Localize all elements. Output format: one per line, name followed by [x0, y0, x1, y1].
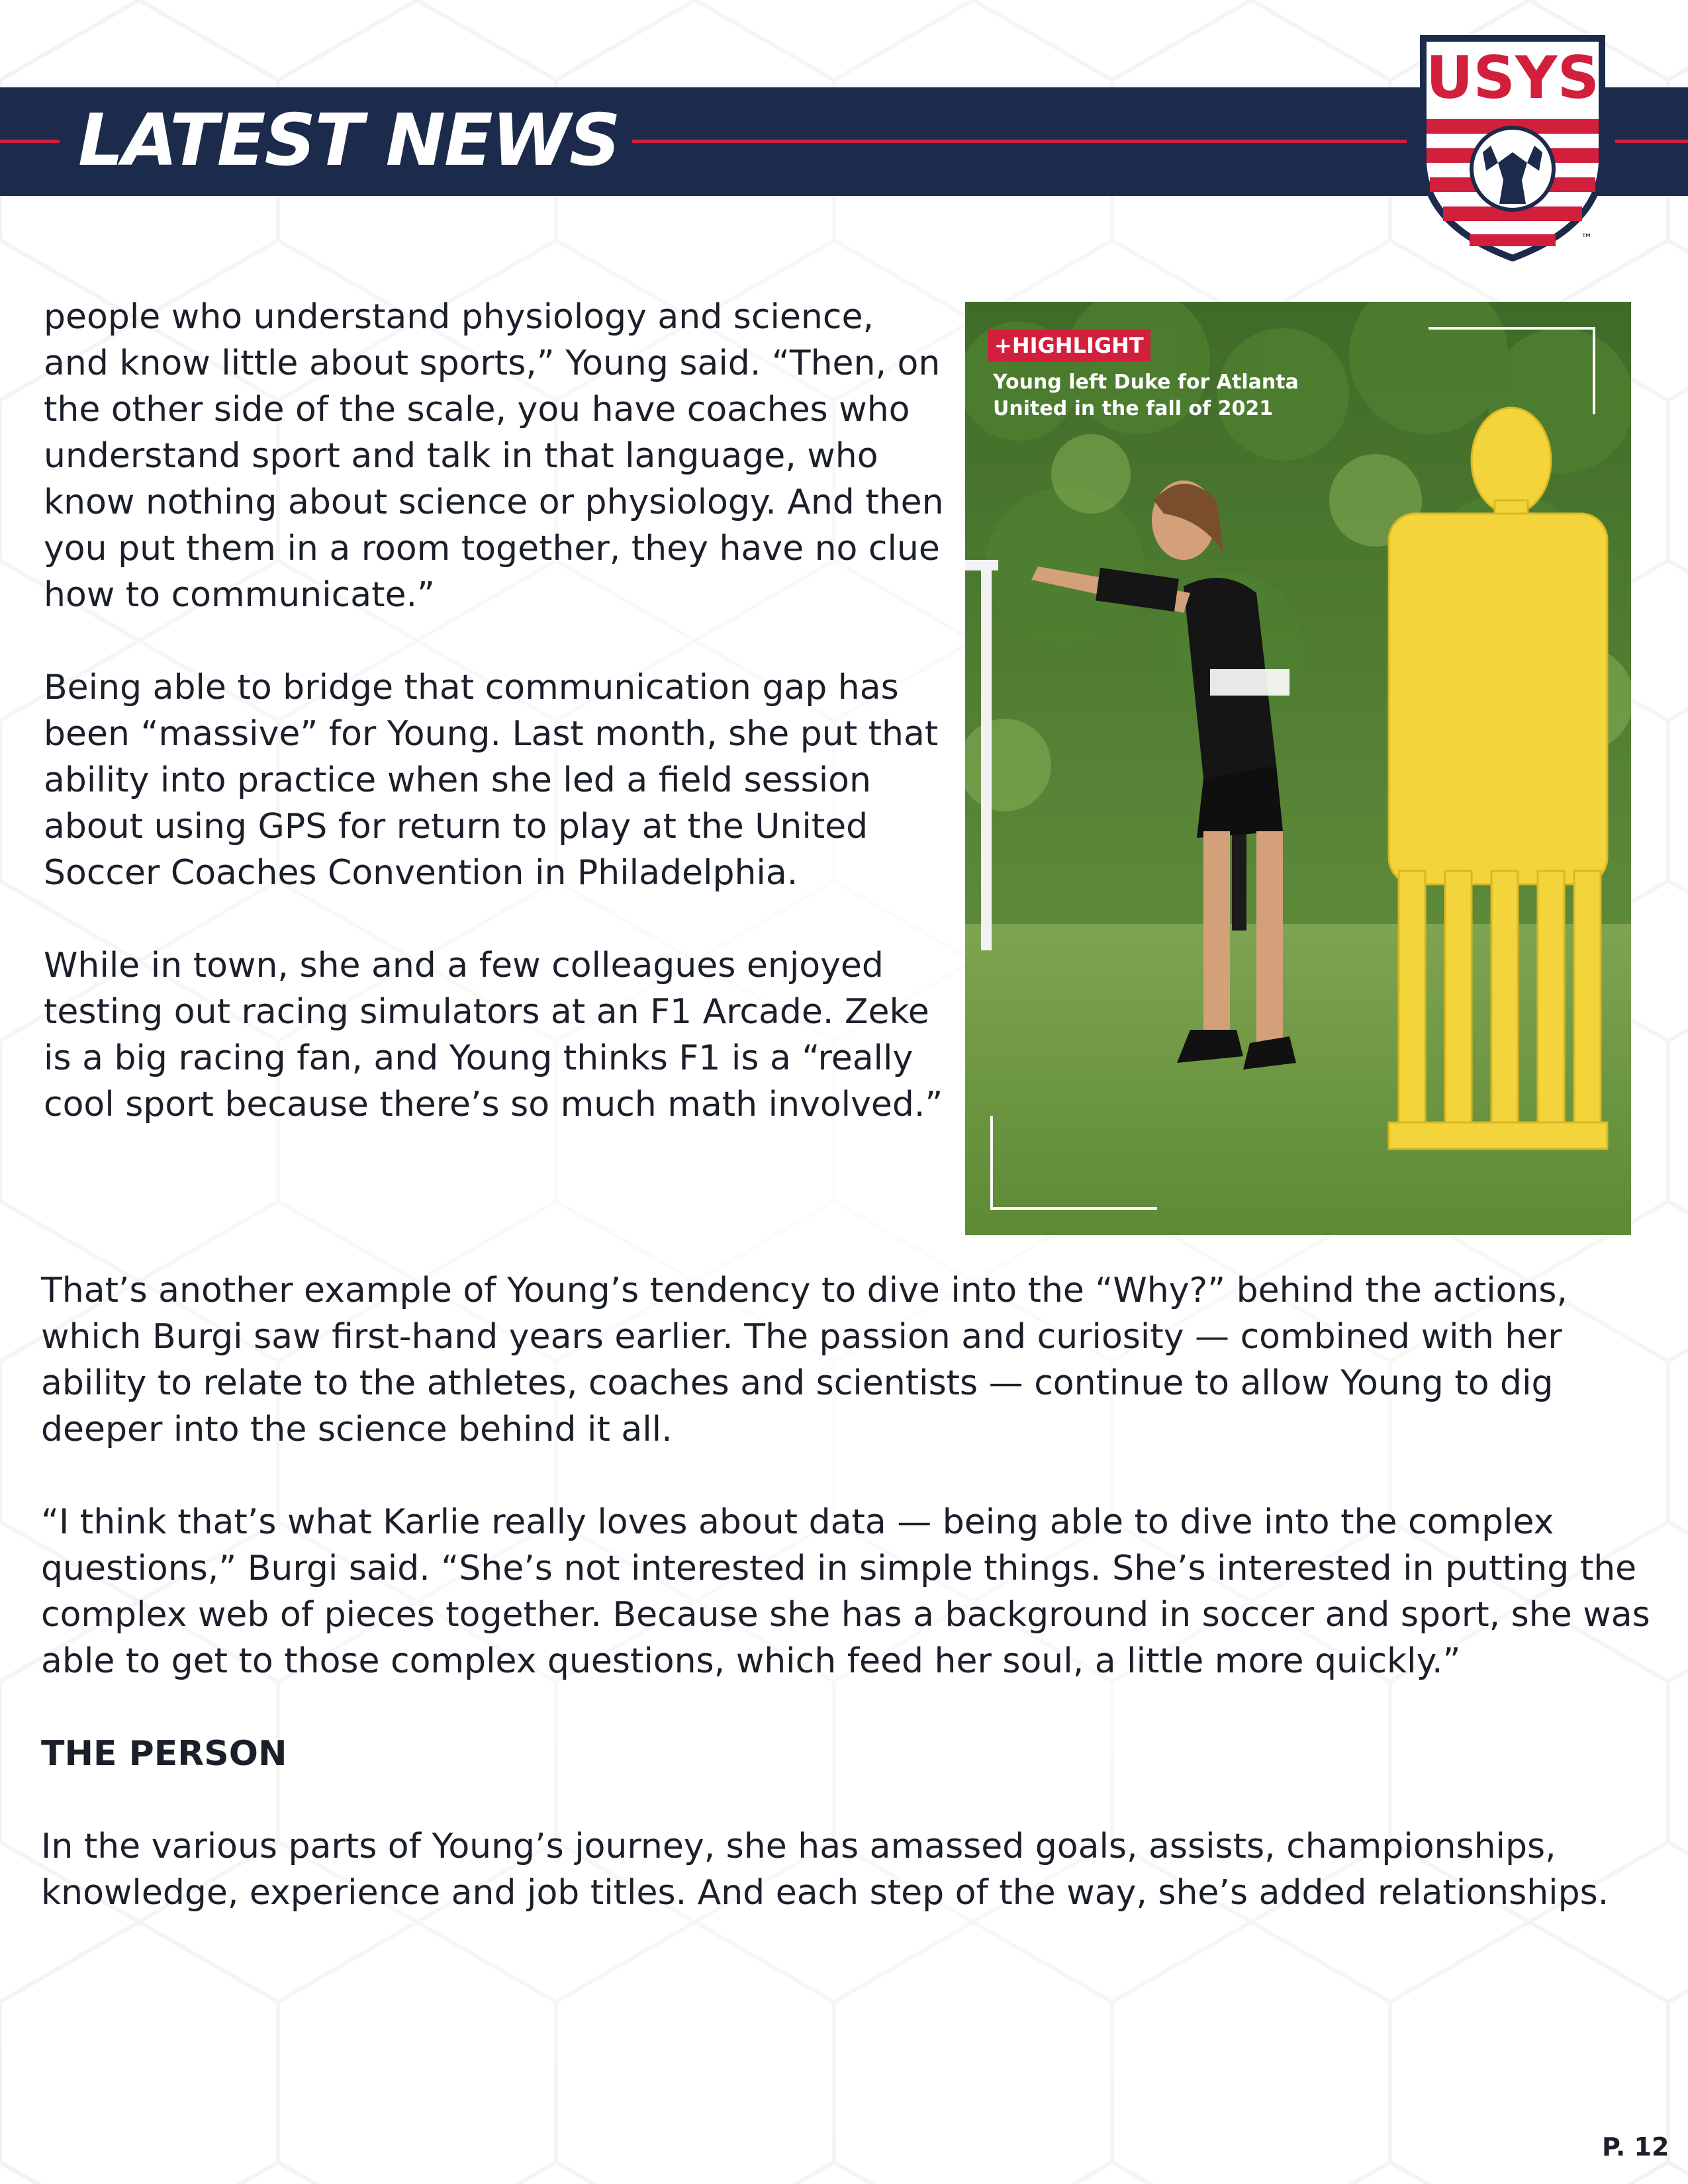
article-paragraph: people who understand physiology and science, and know little about sports,” Young said. “Then, on the other side of the scale, you have coaches who understand sport and talk in that language, who know nothing about science or physiology. And then you put them in a room together, they have no clue how to communicate.” [44, 297, 944, 615]
section-heading: THE PERSON [41, 1734, 287, 1774]
page-number: P. 12 [1602, 2132, 1669, 2161]
article-paragraph: Being able to bridge that communication gap has been “massive” for Young. Last month, she put that ability into practice when she led a field session about using GPS for return to play at the United Soccer Coaches Convention in Philadelphia. [44, 668, 939, 893]
highlight-photo [965, 302, 1631, 1235]
photo-illustration [965, 302, 1631, 1235]
article-paragraph: While in town, she and a few colleagues enjoyed testing out racing simulators at an F1 Arcade. Zeke is a big racing fan, and Young thinks F1 is a “really cool sport because there’s so much math involved.” [44, 946, 943, 1124]
page-title: LATEST NEWS [78, 99, 620, 182]
article-full-text [41, 1267, 1656, 1962]
header-accent-line-right [632, 140, 1407, 143]
logo-text: USYS [1426, 44, 1599, 112]
header-accent-line-left [0, 140, 60, 143]
trademark-symbol: ™ [1581, 232, 1593, 246]
article-paragraph: That’s another example of Young’s tendency to dive into the “Why?” behind the actions, which Burgi saw first-hand years earlier. The passion and curiosity — combined with her ability to relate to the athletes, coaches and scientists — continue to allow Young to dig deeper into the science behind it all. [41, 1271, 1568, 1449]
article-paragraph: In the various parts of Young’s journey, she has amassed goals, assists, championships, knowledge, experience and job titles. And each step of the way, she’s added relationships. [41, 1827, 1609, 1913]
header-accent-line-far [1615, 140, 1688, 143]
usys-logo [1417, 33, 1609, 261]
highlight-tag: +HIGHLIGHT [988, 330, 1150, 361]
article-column-text [44, 294, 944, 1174]
photo-caption: Young left Duke for Atlanta United in the fall of 2021 [993, 371, 1299, 420]
article-paragraph: “I think that’s what Karlie really loves about data — being able to dive into the complex questions,” Burgi said. “She’s not interested in simple things. She’s interested in putting the complex web of pieces together. Because she has a background in soccer and sport, she was able to get to those complex questions, which feed her soul, a little more quickly.” [41, 1502, 1650, 1681]
